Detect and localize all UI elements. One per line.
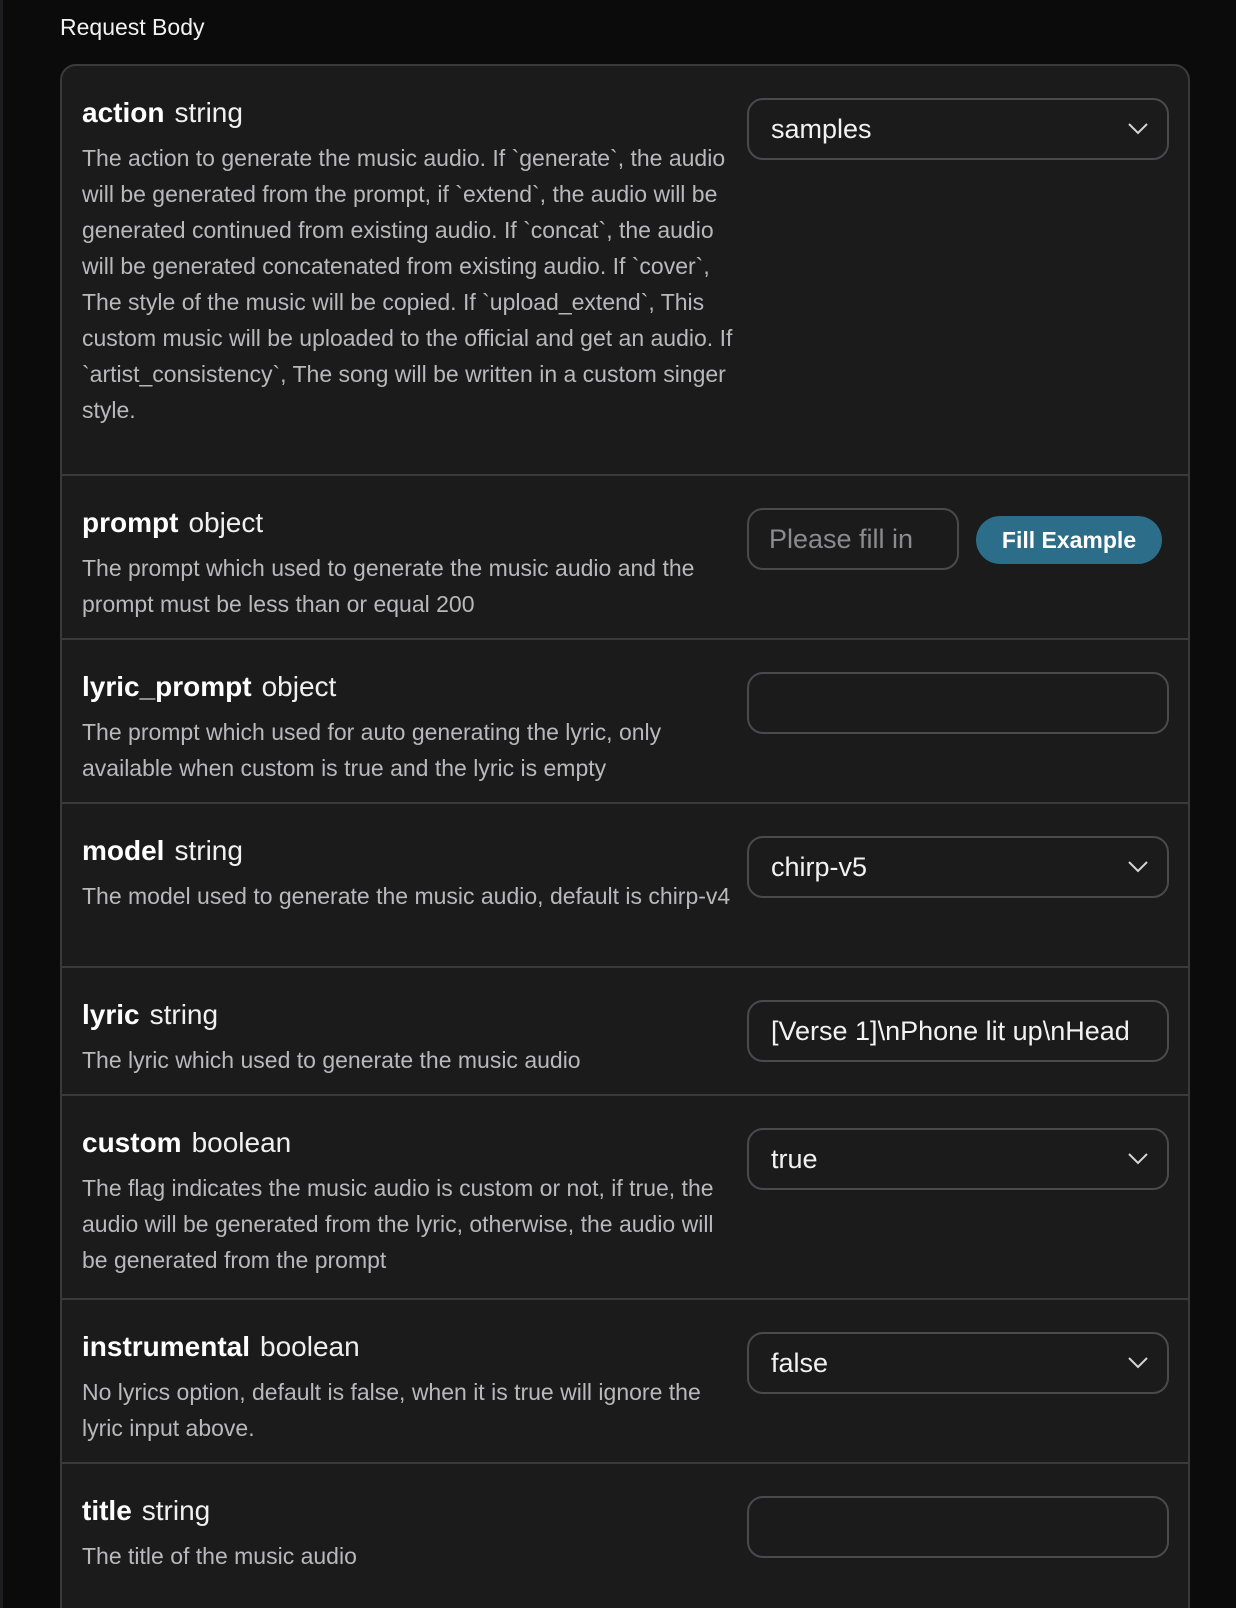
lyric-input[interactable] xyxy=(747,1000,1169,1062)
select-value: false xyxy=(771,1348,829,1378)
field-description: The prompt which used to generate the music audio and the prompt must be less than or equal 200 xyxy=(82,555,695,617)
lyric-prompt-input[interactable] xyxy=(747,672,1169,734)
field-row-title xyxy=(62,1462,1188,1608)
field-name: lyric xyxy=(82,999,140,1030)
field-description: The model used to generate the music audio, default is chirp-v4 xyxy=(82,883,731,909)
field-row-lyric-prompt xyxy=(62,638,1188,804)
title-input[interactable] xyxy=(747,1496,1169,1558)
field-name: instrumental xyxy=(82,1331,251,1362)
chevron-down-icon xyxy=(1127,122,1143,138)
input-placeholder: Please fill in xyxy=(769,524,914,554)
field-row-action xyxy=(62,66,1188,476)
select-value: true xyxy=(771,1144,818,1174)
field-type: string xyxy=(141,1495,211,1526)
section-title: Request Body xyxy=(60,14,205,40)
select-value: chirp-v5 xyxy=(771,852,868,882)
field-type: string xyxy=(174,835,243,866)
field-row-lyric xyxy=(62,966,1188,1096)
field-name: action xyxy=(82,97,165,128)
field-header xyxy=(82,1126,291,1165)
left-divider xyxy=(0,0,3,1608)
field-description: No lyrics option, default is false, when it is true will ignore the lyric input above. xyxy=(82,1379,701,1441)
fill-example-button[interactable]: Fill Example xyxy=(976,516,1162,564)
field-header xyxy=(82,96,243,135)
field-description: The title of the music audio xyxy=(82,1543,357,1569)
chevron-down-icon xyxy=(1127,860,1143,876)
field-header xyxy=(82,670,336,709)
field-header xyxy=(82,1330,360,1369)
field-type: boolean xyxy=(191,1127,292,1158)
chevron-down-icon xyxy=(1127,1152,1143,1168)
field-type: object xyxy=(188,507,264,538)
field-row-model xyxy=(62,802,1188,968)
chevron-down-icon xyxy=(1127,1356,1143,1372)
field-description: The flag indicates the music audio is custom or not, if true, the audio will be generated from the lyric, otherwise, the audio will be generated from the prompt xyxy=(82,1175,714,1273)
custom-select[interactable] xyxy=(747,1128,1169,1190)
field-name: lyric_prompt xyxy=(82,671,252,702)
model-select[interactable] xyxy=(747,836,1169,898)
field-type: string xyxy=(174,97,243,128)
field-row-prompt xyxy=(62,474,1188,640)
field-row-custom xyxy=(62,1094,1188,1300)
action-select[interactable] xyxy=(747,98,1169,160)
field-description: The prompt which used for auto generating the lyric, only available when custom is true and the lyric is empty xyxy=(82,719,662,781)
field-header xyxy=(82,998,218,1037)
request-body-card xyxy=(60,64,1190,1608)
field-name: model xyxy=(82,835,165,866)
field-type: string xyxy=(149,999,219,1030)
field-description: The action to generate the music audio. If `generate`, the audio will be generated from the prompt, if `extend`, the audio will be generated continued from existing audio. If `concat`, the audio will be generated concatenated from existing audio. If `cover`, The style of the music will be copied. If `upload_extend`, This custom music will be uploaded to the official and get an audio. If `artist_consistency`, The song will be written in a custom singer style. xyxy=(82,145,733,423)
instrumental-select[interactable] xyxy=(747,1332,1169,1394)
field-type: object xyxy=(261,671,337,702)
field-name: custom xyxy=(82,1127,182,1158)
select-value: samples xyxy=(771,114,872,144)
field-name: title xyxy=(82,1495,132,1526)
field-row-instrumental xyxy=(62,1298,1188,1464)
prompt-input[interactable] xyxy=(747,508,959,570)
field-header xyxy=(82,834,243,873)
field-description: The lyric which used to generate the music audio xyxy=(82,1047,581,1073)
field-type: boolean xyxy=(260,1331,360,1362)
field-header xyxy=(82,1494,210,1533)
input-value: [Verse 1]\nPhone lit up\nHead xyxy=(771,1016,1130,1046)
field-name: prompt xyxy=(82,507,179,538)
field-header xyxy=(82,506,263,545)
